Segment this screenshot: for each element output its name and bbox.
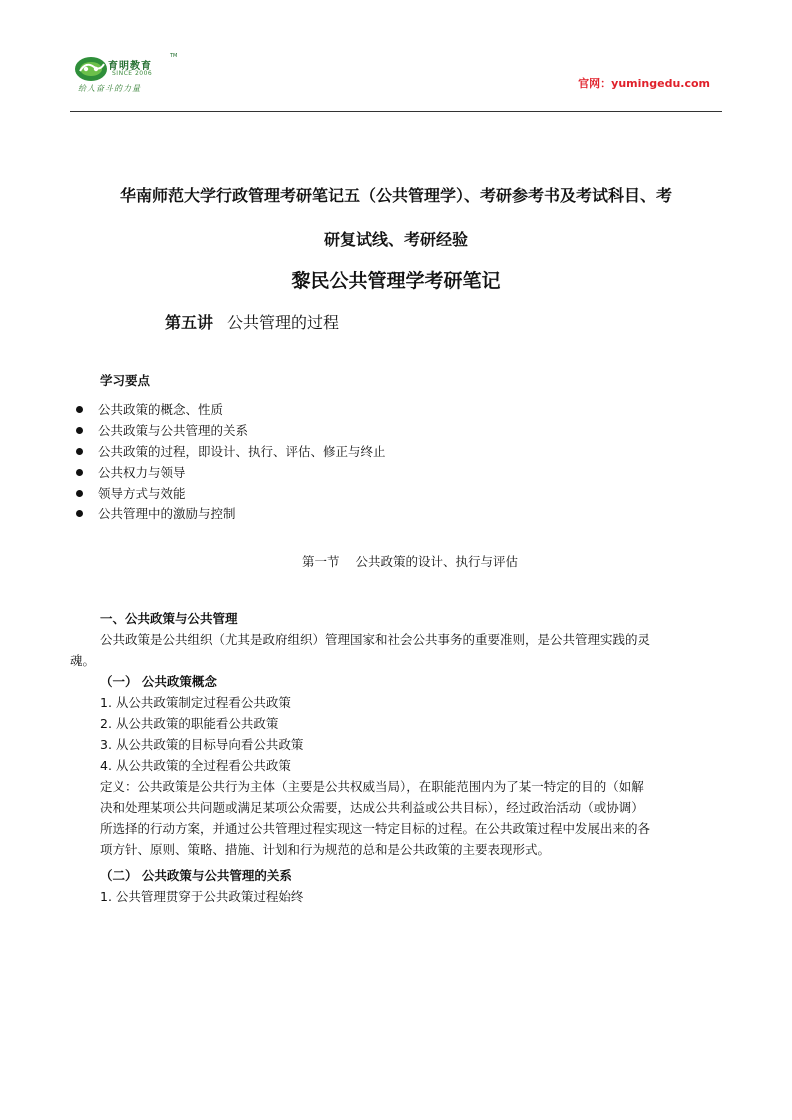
list-item: 领导方式与效能	[76, 484, 186, 502]
intro-paragraph-line-2: 魂。	[70, 653, 96, 668]
bullet-dot-icon	[76, 427, 83, 434]
section-heading	[70, 552, 750, 570]
list-item: 3. 从公共政策的目标导向看公共政策	[100, 737, 304, 752]
list-item: 1. 公共管理贯穿于公共政策过程始终	[100, 889, 304, 904]
bullet-dot-icon	[76, 490, 83, 497]
bullet-dot-icon	[76, 448, 83, 455]
part-heading: 一、公共政策与公共管理	[100, 611, 238, 626]
header-divider	[70, 111, 722, 112]
document-title-line-1: 华南师范大学行政管理考研笔记五（公共管理学）、考研参考书及考试科目、考	[119, 186, 672, 205]
lecture-heading	[165, 310, 339, 333]
subsection-heading-concept: （一） 公共政策概念	[100, 674, 217, 689]
logo-since-text: SINCE 2006	[112, 70, 153, 77]
document-subtitle: 黎民公共管理学考研笔记	[291, 270, 501, 292]
list-item: 公共政策与公共管理的关系	[76, 421, 248, 439]
logo-emblem-icon	[74, 55, 108, 83]
document-title-line-2: 研复试线、考研经验	[323, 230, 468, 249]
list-item: 公共权力与领导	[76, 463, 186, 481]
logo-trademark: TM	[170, 53, 178, 59]
definition-line: 项方针、原则、策略、措施、计划和行为规范的总和是公共政策的主要表现形式。	[100, 842, 551, 857]
logo	[74, 55, 184, 99]
section-name: 公共政策的设计、执行与评估	[355, 554, 519, 569]
definition-line: 所选择的行动方案，并通过公共管理过程实现这一特定目标的过程。在公共政策过程中发展出来的各	[100, 821, 651, 836]
lecture-number: 第五讲	[165, 313, 214, 332]
bullet-dot-icon	[76, 510, 83, 517]
website-link[interactable]: 官网：yumingedu.com	[578, 77, 710, 90]
subsection-heading-relation: （二） 公共政策与公共管理的关系	[100, 868, 292, 883]
definition-line: 定义：公共政策是公共行为主体（主要是公共权威当局），在职能范围内为了某一特定的目的（如解	[100, 779, 644, 794]
list-item: 2. 从公共政策的职能看公共政策	[100, 716, 279, 731]
intro-paragraph-line-1: 公共政策是公共组织（尤其是政府组织）管理国家和社会公共事务的重要准则，是公共管理实践的灵	[100, 632, 651, 647]
bullet-dot-icon	[76, 406, 83, 413]
bullet-dot-icon	[76, 469, 83, 476]
key-points-heading: 学习要点	[100, 373, 151, 388]
list-item: 公共政策的概念、性质	[76, 400, 223, 418]
section-number: 第一节	[301, 554, 340, 569]
list-item: 1. 从公共政策制定过程看公共政策	[100, 695, 291, 710]
list-item: 4. 从公共政策的全过程看公共政策	[100, 758, 291, 773]
lecture-name: 公共管理的过程	[227, 313, 340, 332]
definition-line: 决和处理某项公共问题或满足某项公众需要，达成公共利益或公共目标），经过政治活动（或协调）	[100, 800, 644, 815]
list-item: 公共管理中的激励与控制	[76, 504, 236, 522]
logo-brand-text: 育明教育	[108, 61, 152, 72]
logo-slogan: 给人奋斗的力量	[78, 84, 141, 93]
list-item: 公共政策的过程，即设计、执行、评估、修正与终止	[76, 442, 386, 460]
